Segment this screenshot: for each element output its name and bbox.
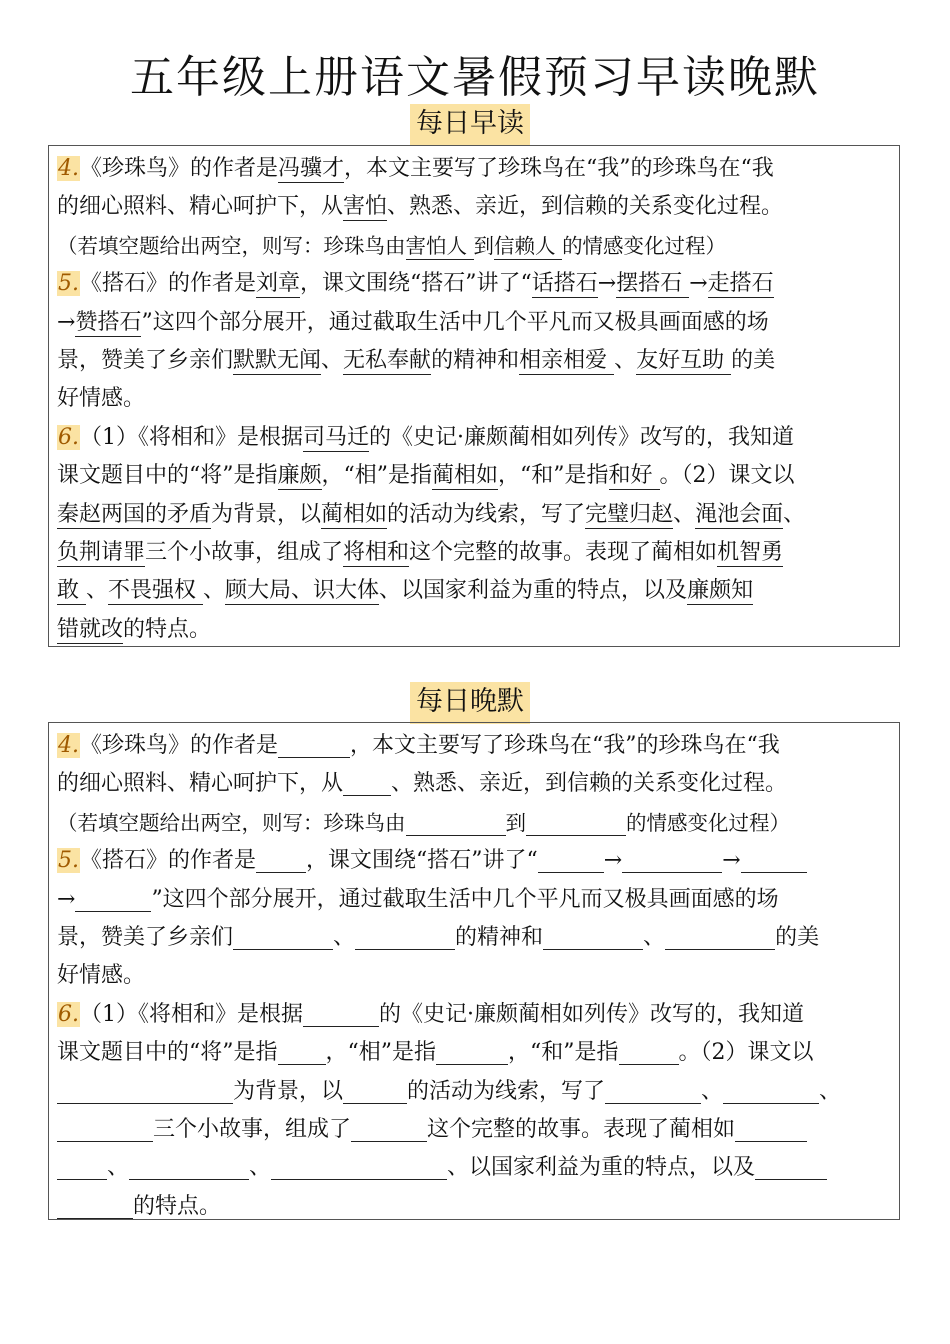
fill-blank[interactable] — [57, 1115, 153, 1142]
answer-text: 默默无闻 — [233, 347, 322, 373]
answer-text: 完璧归赵 — [585, 501, 674, 527]
body-text: 的特点。 — [133, 1193, 222, 1219]
body-text: 好情感。 — [57, 386, 146, 412]
body-text: 《搭石》的作者是 — [80, 848, 257, 874]
body-text: 为背景，以 — [211, 501, 322, 527]
body-text: 这个完整的故事。表现了蔺相如 — [409, 539, 718, 565]
question-number: 4. — [58, 733, 79, 758]
fill-blank[interactable] — [233, 923, 333, 950]
fill-blank[interactable] — [343, 1077, 407, 1104]
text-line — [57, 996, 891, 1034]
text-line — [57, 572, 891, 610]
body-text: → — [603, 848, 623, 874]
text-line — [57, 804, 891, 842]
answer-text: 摆搭石 — [616, 271, 690, 297]
answer-text: 和好 — [608, 463, 660, 489]
question-number: 6. — [58, 1001, 79, 1027]
answer-text: 顾大局、识大体 — [225, 578, 380, 604]
body-text: 到 — [473, 233, 495, 258]
text-line — [57, 765, 891, 803]
fill-blank[interactable] — [723, 1077, 819, 1104]
body-text: 、 — [819, 1078, 842, 1104]
fill-blank[interactable] — [351, 1115, 427, 1142]
body-text: 。（2）课文以 — [659, 463, 795, 489]
body-text: 这个完整的故事。表现了蔺相如 — [427, 1116, 736, 1142]
answer-text: 冯骥才 — [278, 156, 345, 181]
page-title: 五年级上册语文暑假预习早读晚默 — [130, 52, 820, 103]
text-line — [57, 957, 891, 995]
fill-blank[interactable] — [57, 1077, 233, 1104]
body-text: 的情感变化过程） — [562, 233, 727, 258]
body-text: 的精神和 — [431, 347, 520, 373]
fill-blank[interactable] — [741, 846, 807, 873]
answer-text: 将相和 — [343, 539, 410, 565]
body-text: → — [57, 886, 76, 912]
body-text: 的情感变化过程） — [626, 810, 790, 835]
answer-text: 蔺相如 — [432, 463, 499, 489]
body-text: 的《史记·廉颇蔺相如列传》改写的，我知道 — [369, 424, 795, 450]
text-line — [57, 727, 891, 765]
fill-blank[interactable] — [278, 731, 350, 758]
body-text: 、 — [333, 924, 356, 950]
fill-blank[interactable] — [278, 1038, 326, 1065]
body-text: 的美 — [731, 347, 776, 373]
body-text: ，课文围绕“搭石”讲了“ — [300, 271, 532, 297]
body-text: 、 — [321, 347, 344, 373]
fill-blank[interactable] — [303, 1000, 379, 1027]
fill-blank[interactable] — [256, 846, 306, 873]
text-line — [57, 265, 891, 303]
text-line — [57, 457, 891, 495]
body-text: 、以国家利益为重的特点，以及 — [447, 1155, 756, 1181]
body-text: 的活动为线索，写了 — [387, 501, 586, 527]
answer-text: 机智勇 — [717, 539, 784, 565]
body-text: 的精神和 — [455, 924, 544, 950]
fill-blank[interactable] — [355, 923, 455, 950]
text-line — [57, 1111, 891, 1149]
body-text: （若填空题给出两空，则写：珍珠鸟由 — [57, 810, 406, 835]
body-text: 、 — [107, 1155, 130, 1181]
answer-text: 无私奉献 — [343, 347, 432, 373]
evening-dictation-box — [48, 722, 900, 1220]
fill-blank[interactable] — [543, 923, 643, 950]
text-line — [57, 534, 891, 572]
body-text: → — [597, 271, 617, 297]
fill-blank[interactable] — [605, 1077, 701, 1104]
answer-text: 赞搭石 — [75, 309, 142, 335]
body-text: 、 — [614, 347, 637, 373]
morning-reading-box — [48, 145, 900, 647]
body-text: ，“相”是指 — [321, 463, 433, 489]
body-text: 的活动为线索，写了 — [407, 1078, 606, 1104]
body-text: 、熟悉、亲近，到信赖的关系变化过程。 — [391, 771, 788, 797]
body-text: 的特点。 — [123, 616, 212, 642]
body-text: 、以国家利益为重的特点，以及 — [379, 578, 688, 604]
text-line — [57, 919, 891, 957]
answer-text: 不畏强权 — [108, 578, 204, 604]
body-text: 、 — [86, 578, 109, 604]
text-line — [57, 227, 891, 265]
text-line — [57, 1149, 891, 1187]
body-text: （1）《将相和》是根据 — [80, 424, 303, 450]
text-line — [57, 1188, 891, 1226]
fill-blank[interactable] — [526, 809, 626, 836]
text-line — [57, 611, 891, 649]
question-number: 6. — [58, 424, 79, 450]
fill-blank[interactable] — [619, 1038, 679, 1065]
body-text: ”这四个部分展开，通过截取生活中几个平凡而又极具画面感的场 — [141, 309, 769, 335]
fill-blank[interactable] — [75, 885, 151, 912]
body-text: 三个小故事，组成了 — [153, 1116, 352, 1142]
answer-text: 廉颇 — [277, 463, 322, 489]
text-line — [57, 419, 891, 457]
body-text: 的《史记·廉颇蔺相如列传》改写的，我知道 — [379, 1001, 804, 1027]
body-text: ，本文主要写了珍珠鸟在“我”的珍珠鸟在“我 — [350, 733, 780, 758]
body-text: 、 — [783, 501, 806, 527]
answer-text: 蔺相如 — [321, 501, 388, 527]
morning-reading-label: 每日早读 — [410, 104, 530, 146]
answer-text: 走搭石 — [707, 271, 774, 297]
body-text: 为背景，以 — [233, 1078, 344, 1104]
fill-blank[interactable] — [735, 1115, 807, 1142]
body-text: ，本文主要写了珍珠鸟在“我”的珍珠鸟在“我 — [344, 156, 774, 181]
answer-text: 负荆请罪 — [57, 539, 146, 565]
body-text: 的美 — [775, 924, 820, 950]
body-text: 景，赞美了乡亲们 — [57, 924, 234, 950]
text-line — [57, 1073, 891, 1111]
answer-text: 渑池会面 — [695, 501, 784, 527]
body-text: （1）《将相和》是根据 — [80, 1001, 303, 1027]
answer-text: 廉颇知 — [687, 578, 754, 604]
body-text: 《珍珠鸟》的作者是 — [80, 156, 279, 181]
question-number: 4. — [58, 156, 79, 181]
text-line — [57, 842, 891, 880]
answer-text: 信赖人 — [494, 233, 563, 258]
body-text: 《珍珠鸟》的作者是 — [80, 733, 279, 758]
body-text: 到 — [505, 810, 526, 835]
body-text: → — [722, 848, 741, 874]
text-line — [57, 881, 891, 919]
body-text: 《搭石》的作者是 — [80, 271, 257, 297]
answer-text: 秦赵两国的矛盾 — [57, 501, 212, 527]
body-text: ”这四个部分展开，通过截取生活中几个平凡而又极具画面感的场 — [151, 886, 779, 912]
body-text: ，“和”是指 — [498, 463, 609, 489]
body-text: 。（2）课文以 — [678, 1040, 814, 1066]
body-text: ，“相”是指 — [325, 1040, 436, 1066]
text-line — [57, 188, 891, 226]
body-text: （若填空题给出两空，则写：珍珠鸟由 — [57, 233, 406, 258]
answer-text: 司马迁 — [303, 424, 370, 450]
body-text: 课文题目中的“将”是指 — [57, 463, 278, 489]
body-text: → — [57, 309, 76, 335]
fill-blank[interactable] — [343, 769, 391, 796]
body-text: 、熟悉、亲近，到信赖的关系变化过程。 — [387, 194, 784, 220]
text-line — [57, 342, 891, 380]
body-text: 景，赞美了乡亲们 — [57, 347, 234, 373]
fill-blank[interactable] — [538, 846, 604, 873]
answer-text: 友好互助 — [636, 347, 732, 373]
body-text: 、 — [249, 1155, 272, 1181]
fill-blank[interactable] — [57, 1192, 133, 1219]
body-text: ，“和”是指 — [508, 1040, 619, 1066]
body-text: 课文题目中的“将”是指 — [57, 1040, 278, 1066]
answer-text: 刘章 — [256, 271, 301, 297]
answer-text: 敢 — [57, 578, 86, 604]
text-line — [57, 496, 891, 534]
fill-blank[interactable] — [129, 1153, 249, 1180]
question-number: 5. — [58, 271, 79, 297]
fill-blank[interactable] — [436, 1038, 508, 1065]
answer-text: 错就改 — [57, 616, 124, 642]
answer-text: 害怕人 — [405, 233, 474, 258]
fill-blank[interactable] — [271, 1153, 447, 1180]
answer-text: 害怕 — [343, 194, 388, 220]
body-text: 、 — [701, 1078, 724, 1104]
body-text: 、 — [673, 501, 696, 527]
text-line — [57, 1034, 891, 1072]
text-line — [57, 150, 891, 188]
answer-text: 话搭石 — [531, 271, 598, 297]
answer-text: 相亲相爱 — [519, 347, 615, 373]
fill-blank[interactable] — [622, 846, 722, 873]
body-text: 好情感。 — [57, 963, 146, 989]
body-text: ，课文围绕“搭石”讲了“ — [306, 848, 538, 874]
body-text: 、 — [203, 578, 226, 604]
evening-dictation-label: 每日晚默 — [410, 682, 530, 724]
body-text: 、 — [643, 924, 666, 950]
text-line — [57, 304, 891, 342]
body-text: → — [689, 271, 708, 297]
fill-blank[interactable] — [406, 809, 506, 836]
body-text: 三个小故事，组成了 — [145, 539, 344, 565]
fill-blank[interactable] — [755, 1153, 827, 1180]
body-text: 的细心照料、精心呵护下，从 — [57, 771, 344, 797]
fill-blank[interactable] — [57, 1153, 107, 1180]
question-number: 5. — [58, 848, 79, 874]
fill-blank[interactable] — [665, 923, 775, 950]
text-line — [57, 380, 891, 418]
body-text: 的细心照料、精心呵护下，从 — [57, 194, 344, 220]
